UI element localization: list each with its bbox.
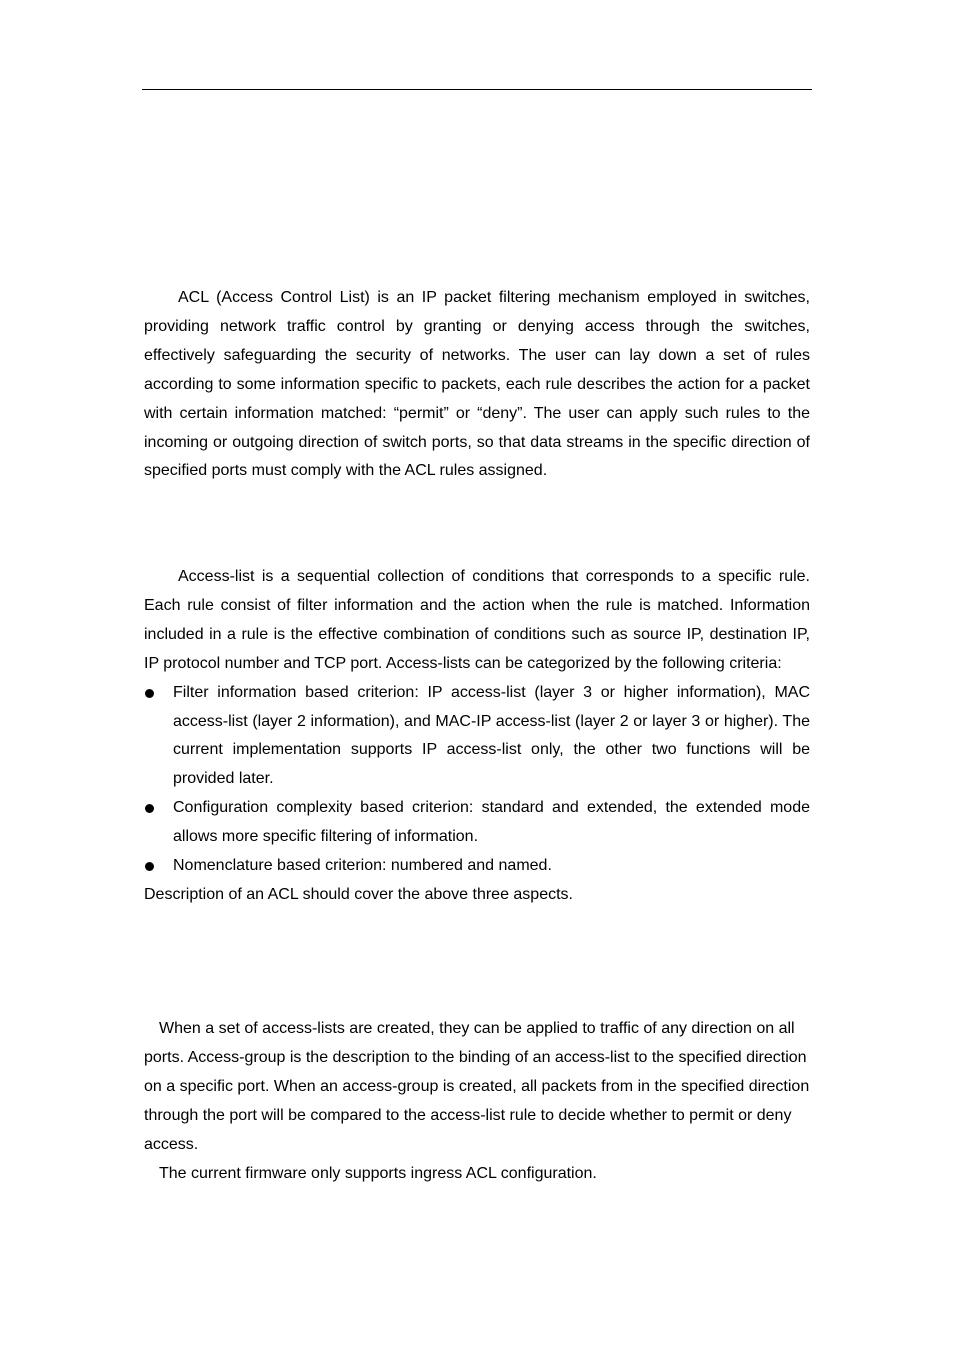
bullet-dot-icon <box>145 804 154 813</box>
bullet-dot-icon <box>145 689 154 698</box>
access-list-closing: Description of an ACL should cover the above three aspects. <box>144 885 573 903</box>
access-group-paragraph: When a set of access-lists are created, they can be applied to traffic of any direction on all ports. Access-group is the description to the binding of an access-list to the specified direction on a specific port. When an access-group is created, all packets from in the specified direction through the port will be compared to the access-list rule to decide whether to permit or deny access. <box>144 1020 810 1153</box>
list-item <box>144 852 810 881</box>
list-item <box>144 679 810 795</box>
list-item <box>144 794 810 852</box>
list-item-text: Nomenclature based criterion: numbered and named. <box>173 857 552 875</box>
access-group-note: The current firmware only supports ingress ACL configuration. <box>159 1164 597 1182</box>
list-item-text: Configuration complexity based criterion: standard and extended, the extended mode allows more specific filtering of information. <box>173 799 810 846</box>
bullet-dot-icon <box>145 862 154 871</box>
section-acl-overview <box>144 284 810 486</box>
acl-overview-paragraph: ACL (Access Control List) is an IP packet filtering mechanism employed in switches, providing network traffic control by granting or denying access through the switches, effectively safeguarding the security of networks. The user can lay down a set of rules according to some information specific to packets, each rule describes the action for a packet with certain information matched: “permit” or “deny”. The user can apply such rules to the incoming or outgoing direction of switch ports, so that data streams in the specific direction of specified ports must comply with the ACL rules assigned. <box>144 289 810 480</box>
criteria-list <box>144 679 810 881</box>
header-rule <box>142 89 812 90</box>
list-item-text: Filter information based criterion: IP access-list (layer 3 or higher information), MAC access-list (layer 2 information), and MAC-IP access-list (layer 2 or layer 3 or higher). The current implementation supports IP access-list only, the other two functions will be provided later. <box>173 683 810 788</box>
access-list-paragraph: Access-list is a sequential collection of conditions that corresponds to a specific rule. Each rule consist of filter information and the action when the rule is matched. Information included in a rule is the effective combination of conditions such as source IP, destination IP, IP protocol number and TCP port. Access-lists can be categorized by the following criteria: <box>144 568 810 672</box>
section-access-list <box>144 563 810 910</box>
section-access-group <box>144 1015 810 1188</box>
